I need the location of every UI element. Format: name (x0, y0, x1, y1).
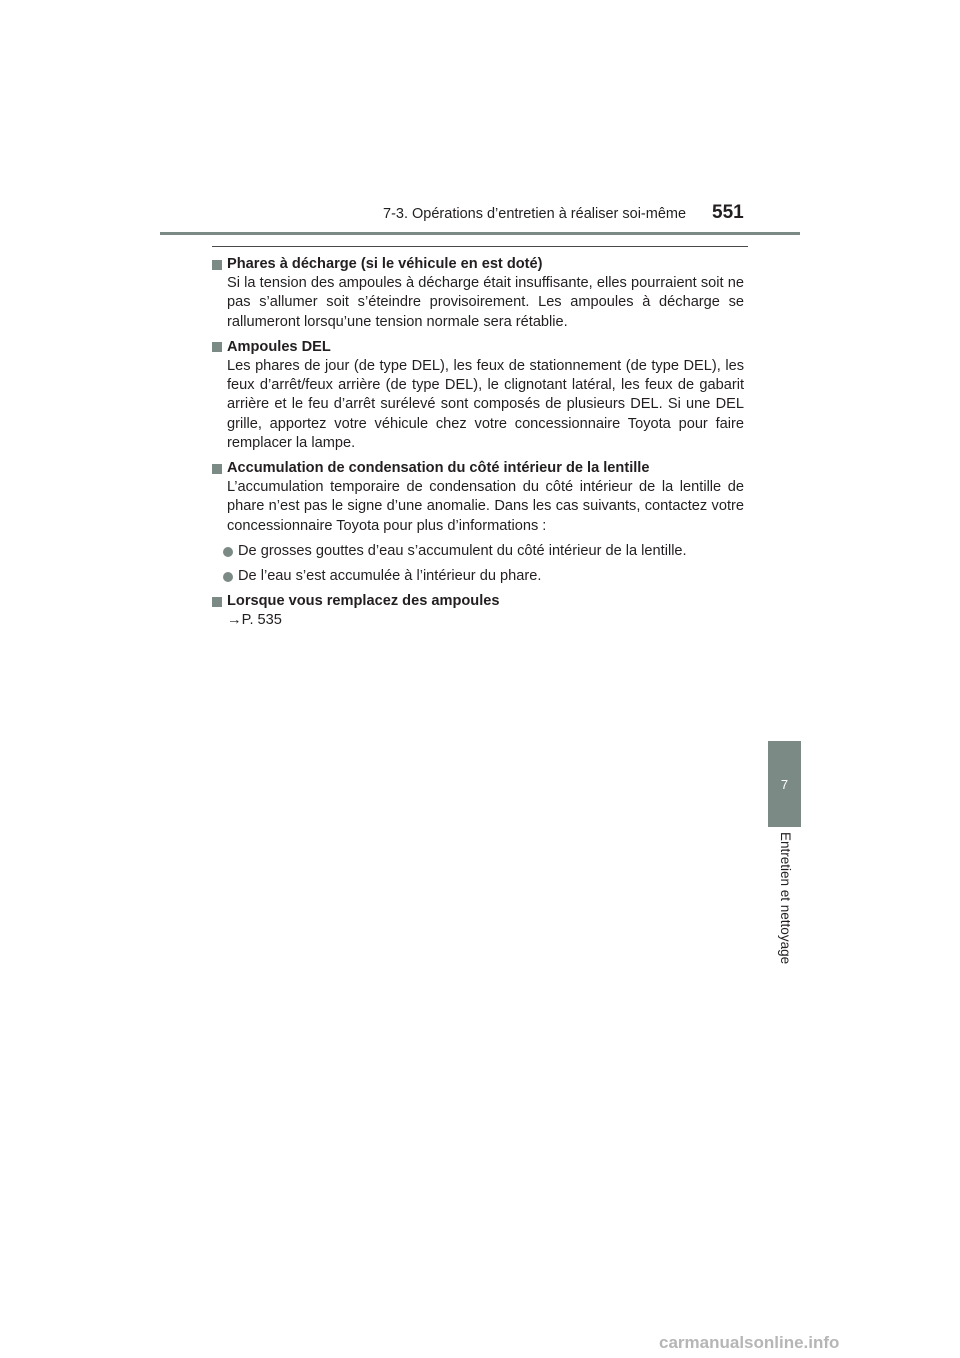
watermark: carmanualsonline.info (659, 1333, 840, 1352)
section-heading (212, 255, 744, 274)
section-heading (212, 592, 744, 611)
section-condensation (212, 459, 744, 586)
chapter-tab-number: 7 (780, 777, 789, 792)
square-bullet-icon (212, 342, 222, 352)
section-heading-text: Lorsque vous remplacez des ampoules (227, 593, 500, 610)
running-header-section: 7-3. Opérations d’entretien à réaliser soi-même (383, 206, 687, 222)
section-paragraph: Les phares de jour (de type DEL), les feux de stationnement (de type DEL), les feux d’arrêt/feux arrière (de type DEL), le clignotant latéral, les feux de gabarit arrière et le feu d’arrêt surélevé sont composés de plusieurs DEL. Si une DEL grille, apportez votre véhicule chez votre concessionnaire Toyota pour faire remplacer la lampe. (227, 358, 744, 451)
section-heading-text: Ampoules DEL (227, 338, 331, 355)
section-replacing-bulbs (212, 592, 744, 630)
section-heading (212, 459, 744, 478)
section-heading-text: Phares à décharge (si le véhicule en est doté) (227, 256, 543, 272)
list-item-text: De grosses gouttes d’eau s’accumulent du côté intérieur de la lentille. (238, 542, 687, 559)
content-rule (212, 246, 748, 247)
section-paragraph: L’accumulation temporaire de condensation du côté intérieur de la lentille de phare n’est pas le signe d’une anomalie. Dans les cas suivants, contactez votre concessionnaire Toyota pour plus d’informations : (227, 479, 744, 534)
circle-bullet-icon (223, 547, 233, 557)
square-bullet-icon (212, 260, 222, 270)
list-item-text: De l’eau s’est accumulée à l’intérieur du phare. (238, 568, 542, 585)
square-bullet-icon (212, 597, 222, 607)
list-item (223, 567, 744, 586)
page-number: 551 (712, 202, 744, 223)
section-led-bulbs (212, 338, 744, 453)
section-heading-text: Accumulation de condensation du côté intérieur de la lentille (227, 460, 650, 477)
square-bullet-icon (212, 464, 222, 474)
section-paragraph: Si la tension des ampoules à décharge était insuffisante, elles pourraient soit ne pas s’allumer soit s’éteindre provisoirement. Les ampoules à décharge se rallumeront lorsqu’une tension normale sera rétablie. (227, 275, 744, 330)
section-heading (212, 338, 744, 357)
page-content (212, 255, 744, 637)
circle-bullet-icon (223, 572, 233, 582)
chapter-tab-label: Entretien et nettoyage (778, 832, 793, 965)
header-rule (160, 232, 800, 235)
page-reference-link[interactable]: →P. 535 (227, 612, 282, 629)
section-discharge-headlights (212, 255, 744, 332)
list-item (223, 542, 744, 561)
